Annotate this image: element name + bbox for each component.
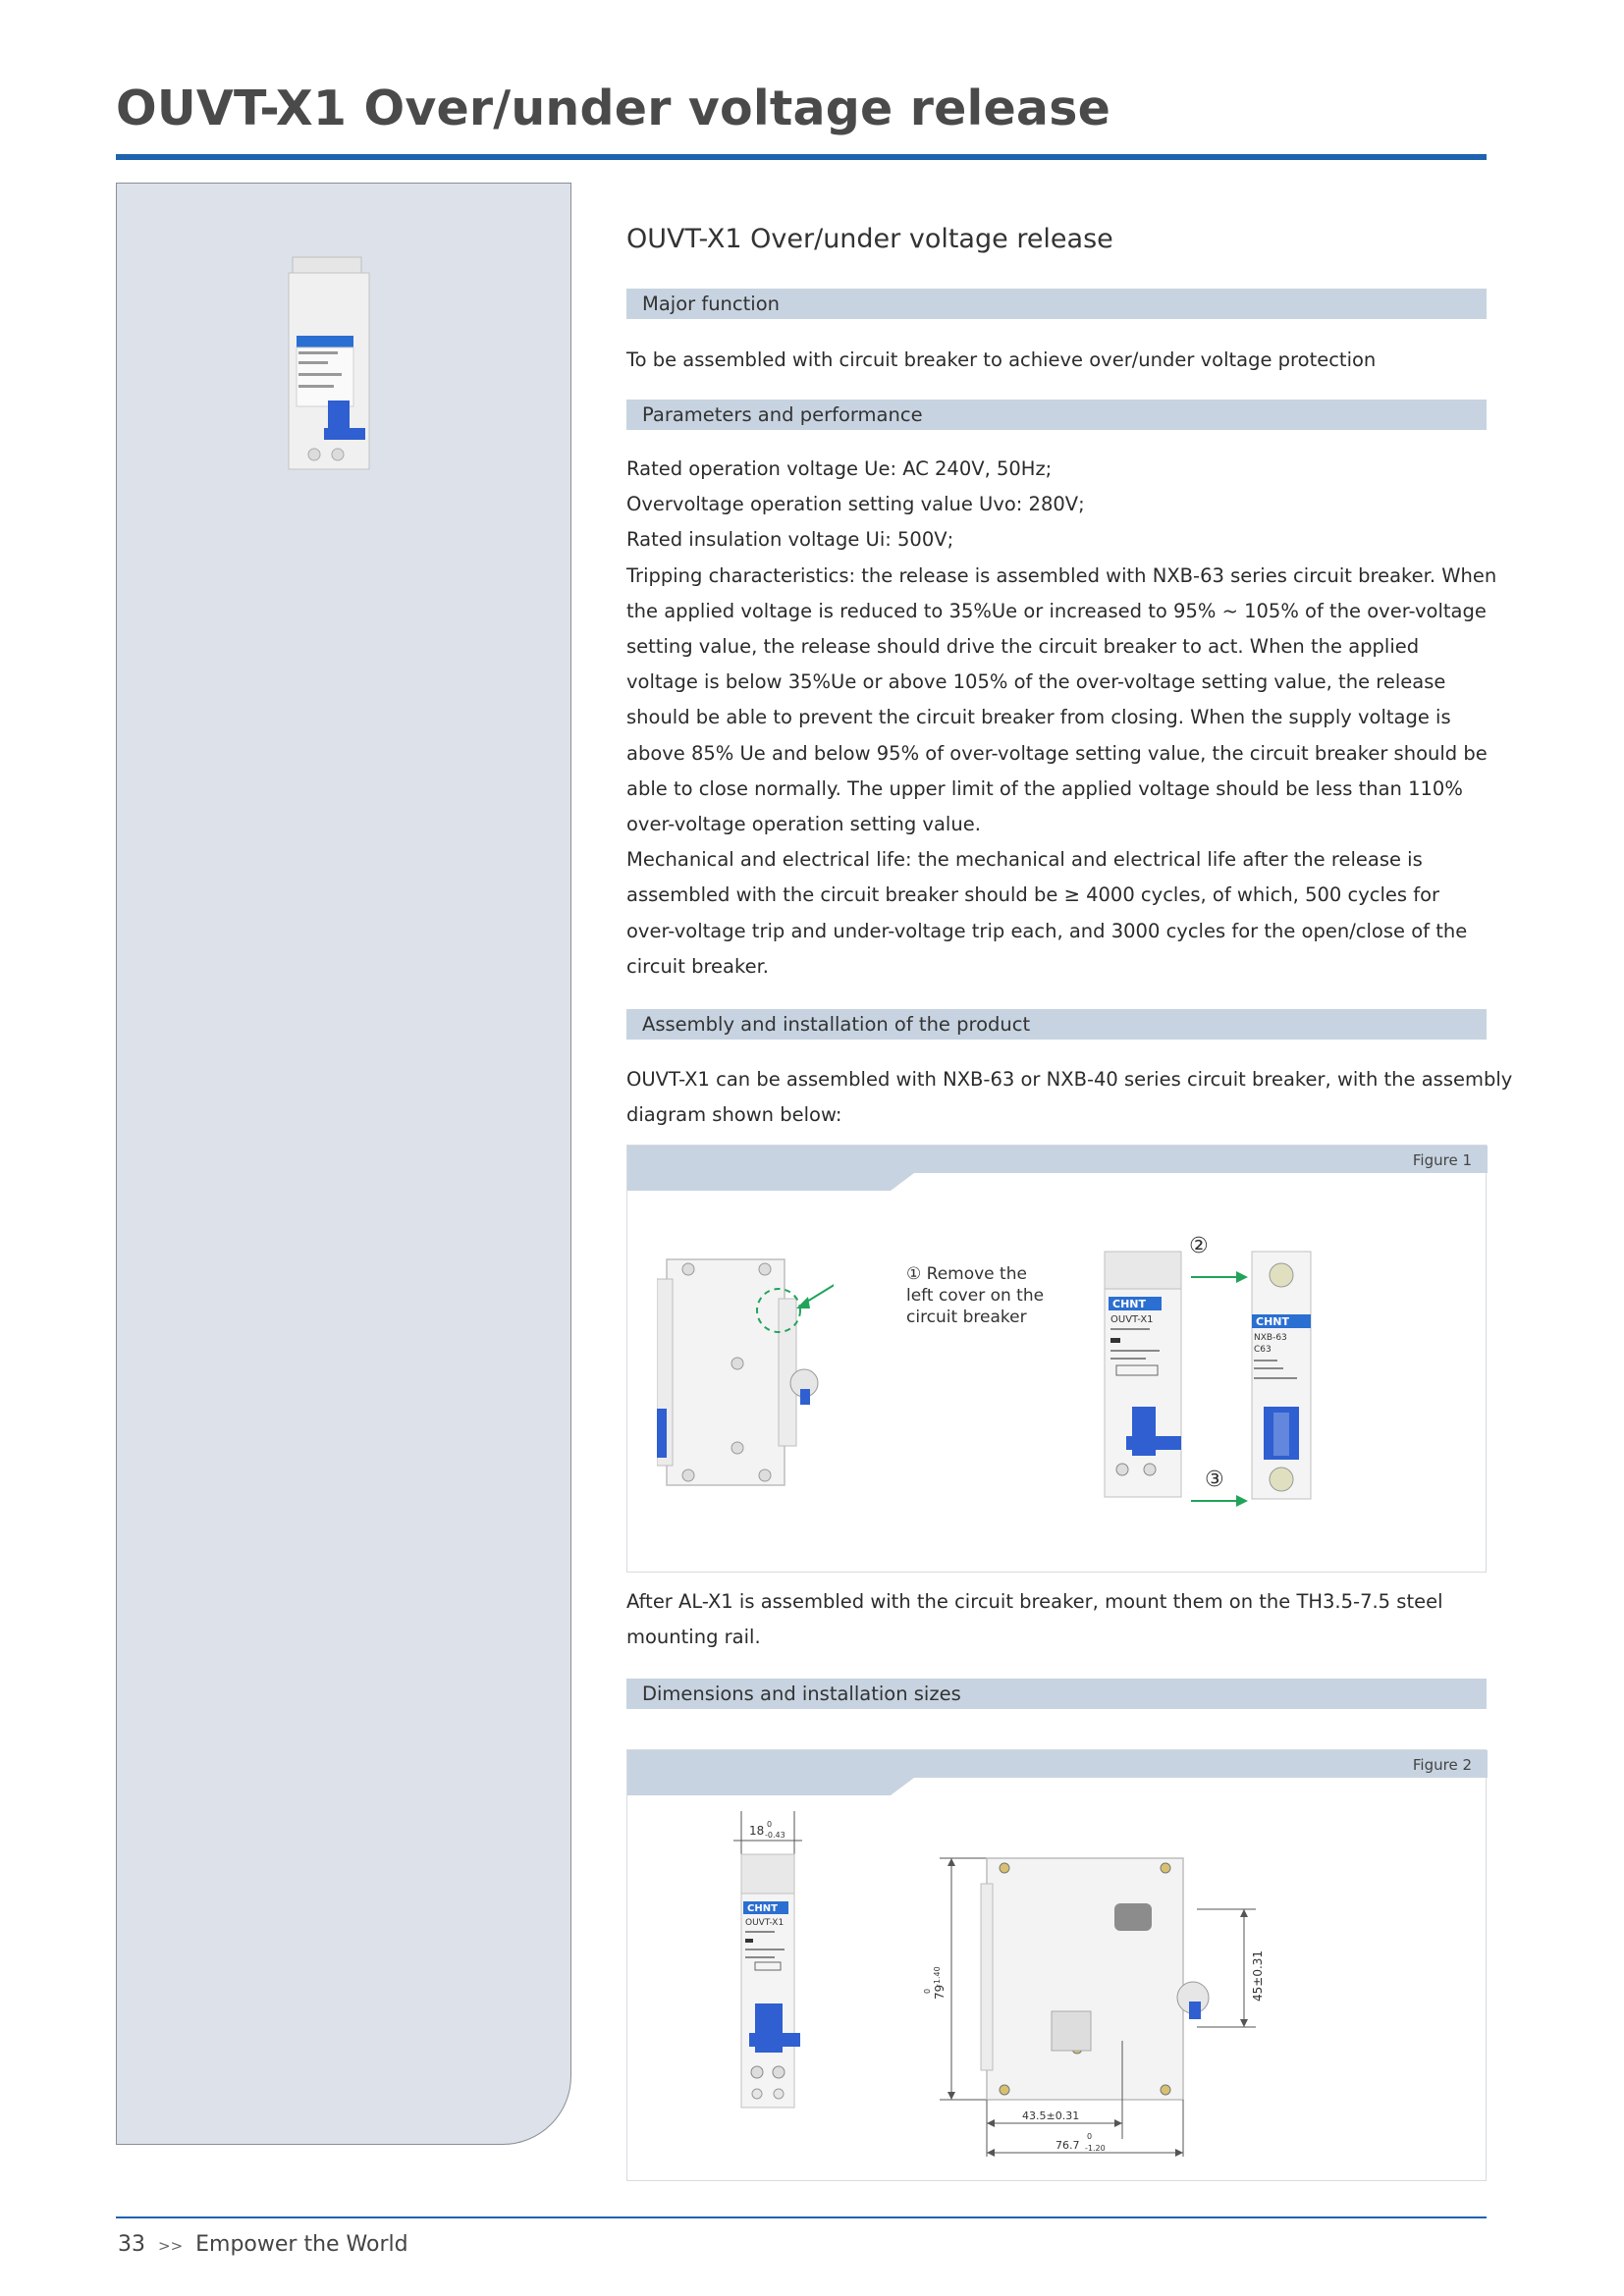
side-height-dim: 45±0.31: [1251, 1949, 1265, 2002]
footer: [118, 2232, 408, 2257]
figure-2-label: Figure 2: [1412, 1756, 1472, 1774]
figure-1-callout: [906, 1263, 1044, 1328]
text-line: above 85% Ue and below 95% of over-voltage setting value, the circuit breaker should be: [626, 741, 1488, 765]
major-function-heading: Major function: [626, 289, 1487, 319]
assembly-heading: Assembly and installation of the product: [626, 1009, 1487, 1040]
assembly-arrows: [1185, 1261, 1252, 1517]
release-module-front: [1103, 1250, 1185, 1499]
text-line: Overvoltage operation setting value Uvo: 280V;: [626, 493, 1085, 516]
callout-line: left cover on the: [906, 1286, 1045, 1306]
parameters-heading: Parameters and performance: [626, 400, 1487, 430]
release-brand: CHNT: [1112, 1298, 1146, 1310]
fig2-brand: CHNT: [747, 1903, 778, 1914]
product-photo: [285, 253, 403, 489]
text-line: assembled with the circuit breaker should be ≥ 4000 cycles, of which, 500 cycles for: [626, 883, 1440, 907]
marker-2: ②: [1189, 1234, 1209, 1258]
breaker-brand: CHNT: [1256, 1315, 1289, 1328]
marker-3: ③: [1205, 1468, 1224, 1492]
footer-chevrons: >>: [158, 2237, 184, 2255]
figure-1-header: [627, 1146, 1488, 1195]
page-number: 33: [118, 2232, 145, 2257]
breaker-side-view: [657, 1240, 834, 1505]
dimension-front-view: [716, 1801, 824, 2133]
text-line: circuit breaker.: [626, 954, 770, 978]
text-line: After AL-X1 is assembled with the circuit breaker, mount them on the TH3.5-7.5 steel: [626, 1590, 1443, 1613]
fig2-model: OUVT-X1: [745, 1918, 785, 1928]
text-line: able to close normally. The upper limit of the applied voltage should be less than 110%: [626, 776, 1463, 800]
after-assembly-text: [626, 1584, 1490, 1655]
width-tol-lower: -0.43: [765, 1831, 785, 1840]
callout-line: ① Remove the: [906, 1264, 1027, 1284]
parameters-text: [626, 452, 1497, 985]
footer-tagline: Empower the World: [195, 2232, 408, 2257]
depth-dim-2: 76.7: [1056, 2139, 1080, 2152]
text-line: Rated operation voltage Ue: AC 240V, 50Hz;: [626, 457, 1053, 480]
text-line: over-voltage operation setting value.: [626, 813, 981, 836]
depth-tol-lower: -1.20: [1085, 2144, 1106, 2153]
text-line: Rated insulation voltage Ui: 500V;: [626, 528, 954, 552]
text-line: mounting rail.: [626, 1626, 761, 1649]
depth-tol-upper: 0: [1087, 2132, 1093, 2141]
width-tol-upper: 0: [767, 1820, 773, 1829]
height-dim: 79: [933, 1984, 947, 2000]
depth-dim-1: 43.5±0.31: [1022, 2109, 1080, 2122]
text-line: setting value, the release should drive the circuit breaker to act. When the applied: [626, 635, 1420, 659]
breaker-model: NXB-63: [1254, 1333, 1287, 1343]
major-function-text: [626, 343, 1490, 378]
figure-2: [626, 1749, 1487, 2181]
text-line: diagram shown below:: [626, 1103, 842, 1127]
assembly-text: [626, 1062, 1513, 1133]
release-model: OUVT-X1: [1110, 1314, 1154, 1325]
text-line: OUVT-X1 can be assembled with NXB-63 or NXB-40 series circuit breaker, with the assembly: [626, 1068, 1513, 1091]
height-tol-upper: 0: [923, 1988, 932, 1994]
text-line: Mechanical and electrical life: the mechanical and electrical life after the release is: [626, 848, 1423, 872]
text-line: Tripping characteristics: the release is assembled with NXB-63 series circuit breaker. When: [626, 563, 1497, 587]
text-line: voltage is below 35%Ue or above 105% of the over-voltage setting value, the release: [626, 670, 1446, 694]
text-line: To be assembled with circuit breaker to achieve over/under voltage protection: [626, 348, 1377, 371]
width-dim: 18: [749, 1824, 765, 1838]
nxb63-breaker-front: [1250, 1250, 1313, 1501]
footer-divider: [116, 2216, 1487, 2218]
title-divider: [116, 154, 1487, 160]
dimension-side-view: [922, 1844, 1374, 2168]
text-line: the applied voltage is reduced to 35%Ue or increased to 95% ~ 105% of the over-voltage: [626, 599, 1487, 622]
page-title: OUVT-X1 Over/under voltage release: [116, 80, 1110, 136]
figure-2-header: [627, 1750, 1488, 1799]
section-title: OUVT-X1 Over/under voltage release: [626, 224, 1113, 254]
callout-line: circuit breaker: [906, 1308, 1027, 1327]
figure-1: [626, 1145, 1487, 1573]
text-line: should be able to prevent the circuit breaker from closing. When the supply voltage is: [626, 706, 1451, 729]
figure-1-label: Figure 1: [1412, 1151, 1472, 1169]
height-tol-lower: -1.40: [933, 1966, 942, 1987]
breaker-rating: C63: [1254, 1345, 1272, 1355]
text-line: over-voltage trip and under-voltage trip each, and 3000 cycles for the open/close of the: [626, 919, 1468, 942]
dimensions-heading: Dimensions and installation sizes: [626, 1679, 1487, 1709]
